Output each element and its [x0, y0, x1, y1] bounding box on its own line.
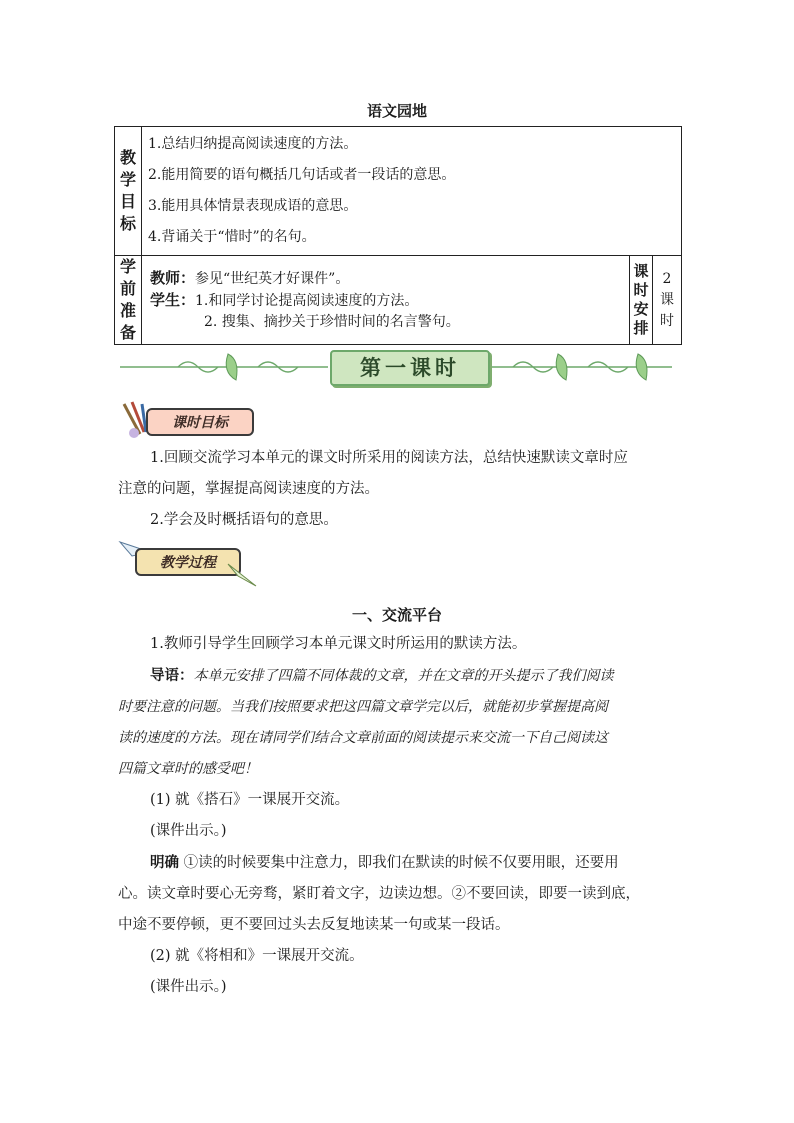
lesson-banner-title: 第一课时	[330, 350, 490, 386]
goal-item: 2.能用简要的语句概括几句话或者一段话的意思。	[148, 167, 456, 183]
teacher-text: 参见“世纪英才好课件”。	[195, 270, 350, 287]
goals-label: 教 学 目 标	[115, 127, 142, 256]
student-label: 学生：	[150, 290, 196, 309]
prep-row	[115, 256, 682, 345]
goals-list	[142, 127, 682, 256]
schedule-label: 课 时 安 排	[630, 256, 653, 345]
goals-paragraph: 1.回顾交流学习本单元的课文时所采用的阅读方法，总结快速默读文章时应 注意的问题，掌握提高阅读速度的方法。 2.学会及时概括语句的意思。	[118, 450, 628, 528]
goal-item: 4.背诵关于“惜时”的名句。	[148, 229, 316, 245]
student-item: 2. 搜集、摘抄关于珍惜时间的名言警句。	[204, 313, 460, 330]
body-text: 1.教师引导学生回顾学习本单元课文时所运用的默读方法。 导语：本单元安排了四篇不同体裁的文章，并在文章的开头提示了我们阅读 时要注意的问题。当我们按照要求把这四篇文章学完以后，就能初步掌握提高阅 读的速度的方法。现在请同学们结合文章前面的阅读提示来交流一下自己阅读这 四篇文章时的感受吧！ (1) 就《搭石》一课展开交流。 (课件出示。) 明确 ①读的时候要集中注意力，即我们在默读的时候不仅要用眼，还要用 心。读文章时要心无旁骛，紧盯着文字，边读边想。②不要回读，即要一读到底， 中途不要停顿，更不要回过头去反复地读某一句或某一段话。 (2) 就《将相和》一课展开交流。 (课件出示。)	[118, 636, 640, 995]
section-heading: 一、交流平台	[351, 606, 442, 624]
intro-label: 导语：	[150, 667, 194, 684]
goal-item: 3.能用具体情景表现成语的意思。	[148, 198, 358, 214]
student-item: 1.和同学讨论提高阅读速度的方法。	[195, 292, 419, 309]
goal-item: 1.总结归纳提高阅读速度的方法。	[148, 136, 358, 152]
page-title: 语文园地	[366, 102, 427, 120]
prep-label: 学 前 准 备	[115, 256, 142, 345]
paper-plane-icon	[226, 560, 260, 590]
prep-content	[142, 256, 630, 345]
badge-lesson-goals: 课时目标	[146, 408, 254, 436]
goals-row	[115, 127, 682, 256]
teacher-label: 教师：	[150, 268, 196, 287]
schedule-value: 2 课 时	[653, 256, 682, 345]
badge-teaching-process: 教学过程	[135, 548, 241, 576]
lesson-info-table	[114, 126, 682, 345]
clarify-label: 明确	[150, 854, 179, 871]
